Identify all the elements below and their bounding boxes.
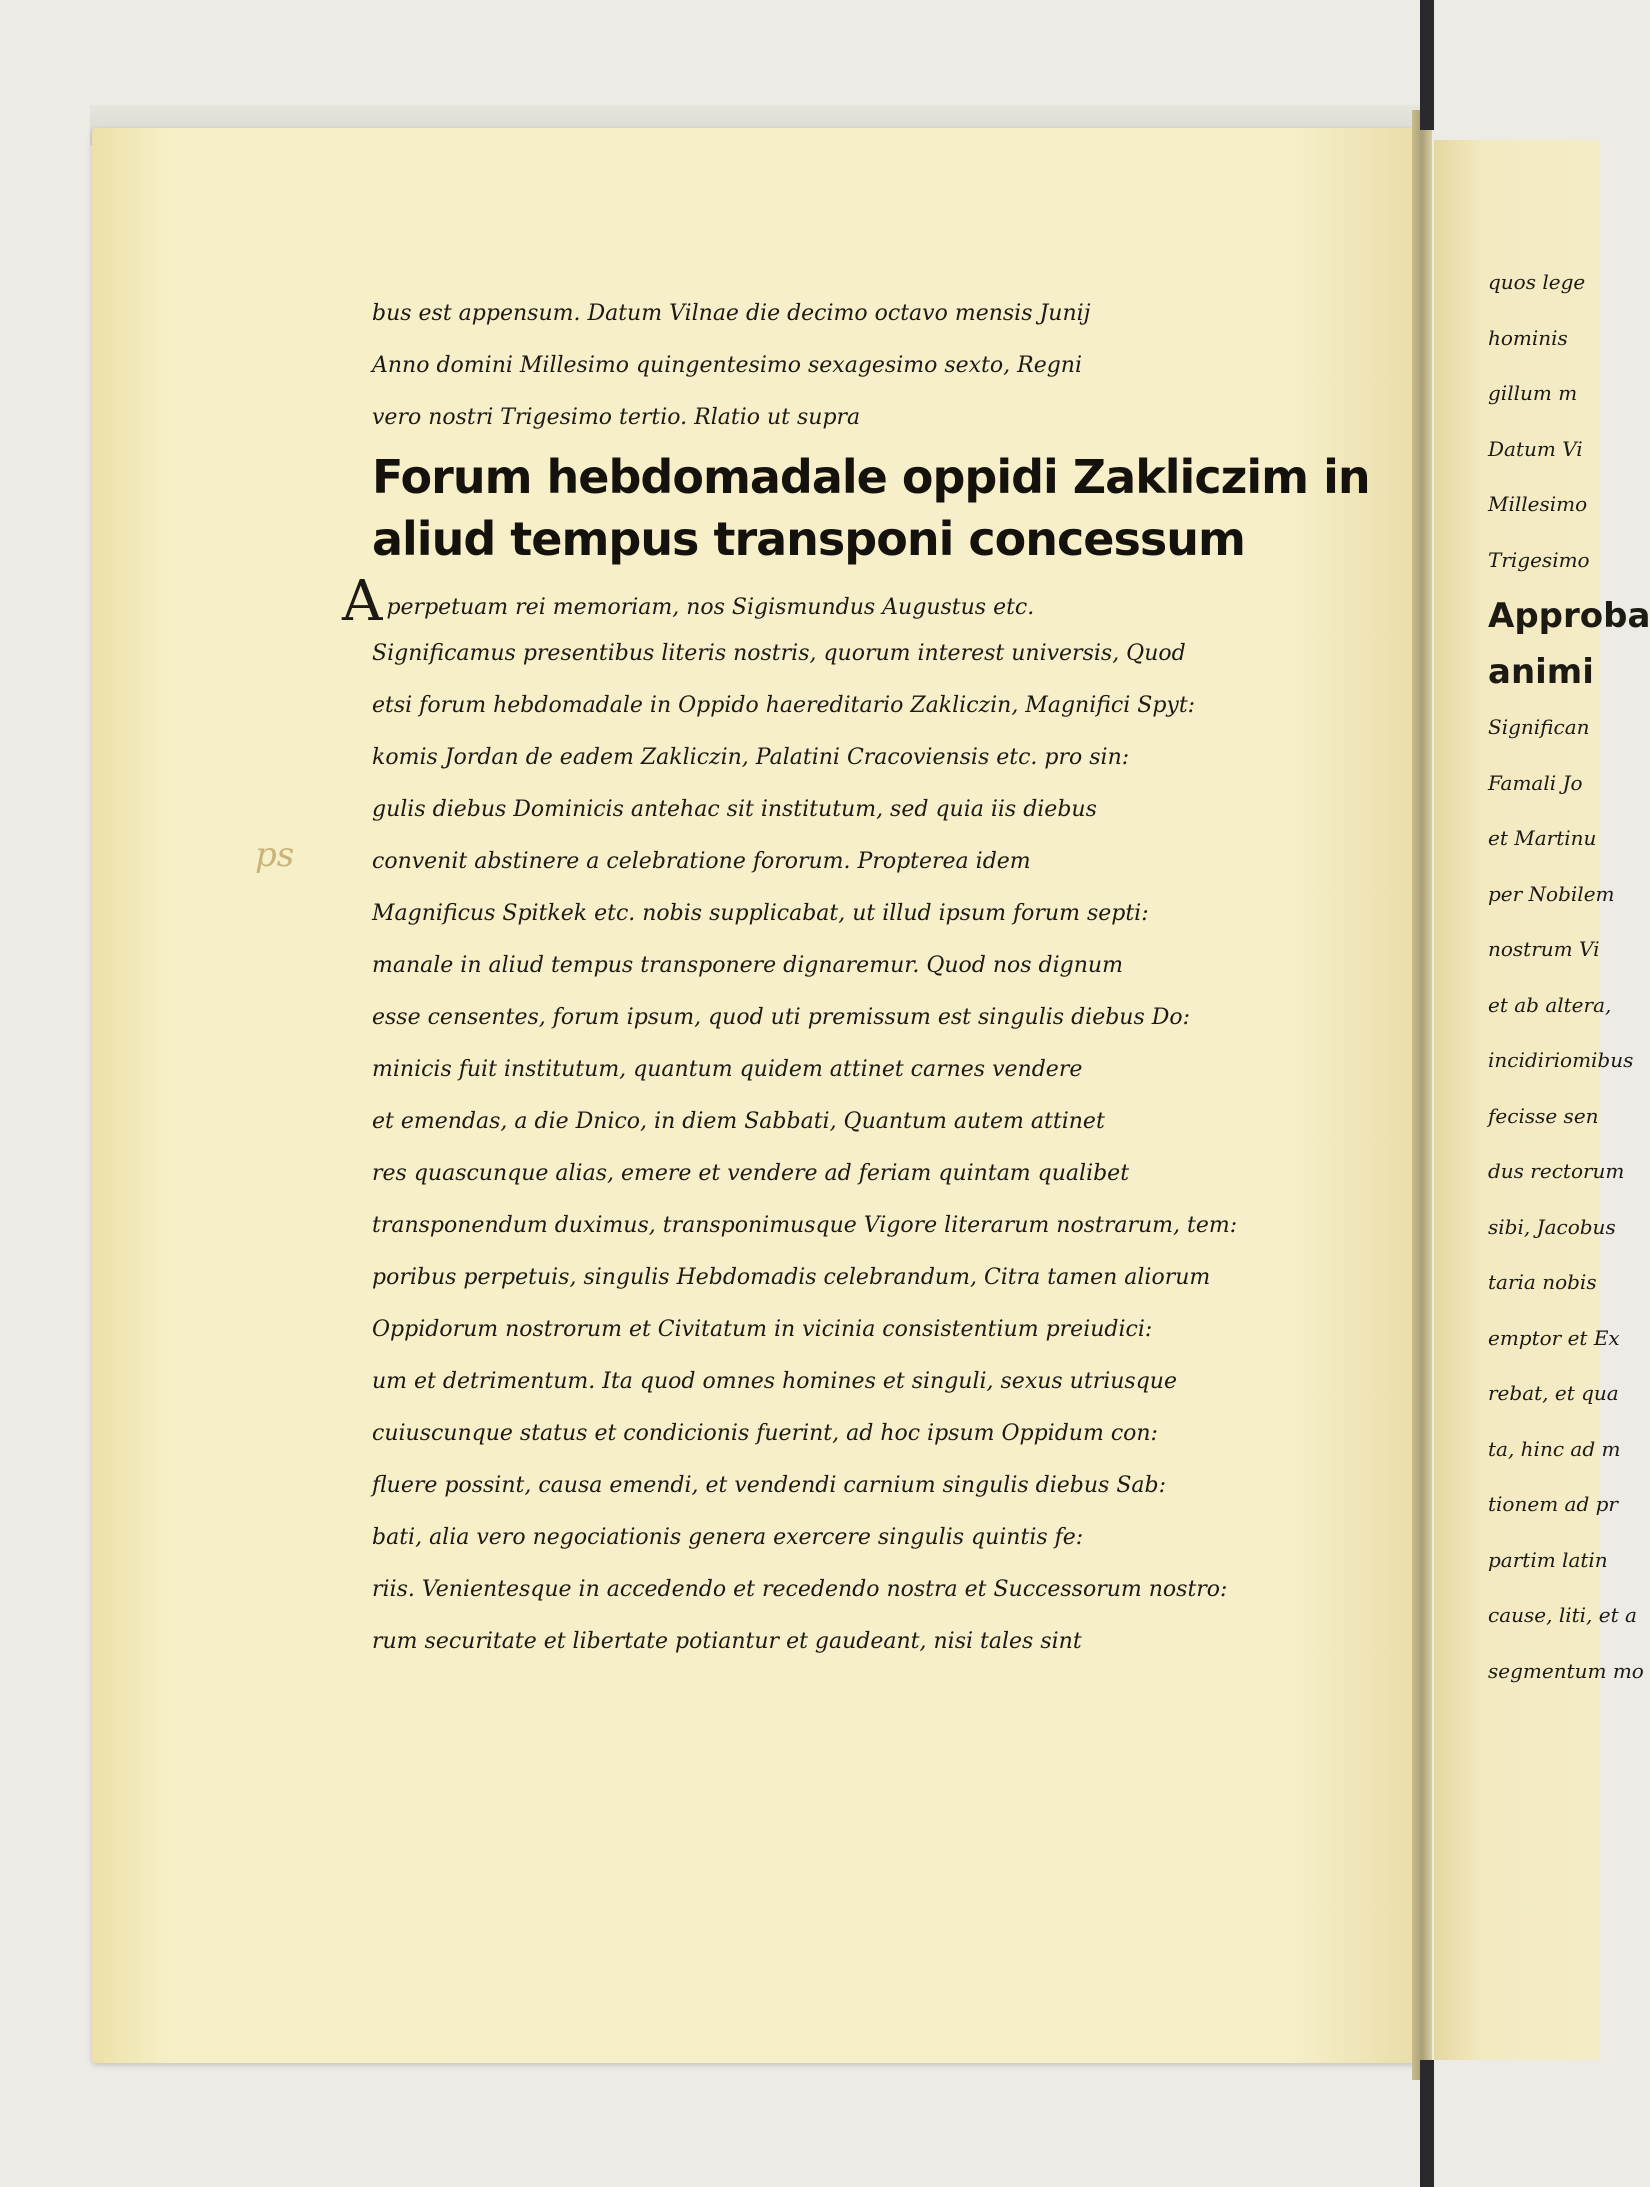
- text-line: Oppidorum nostrorum et Civitatum in vicinia consistentium preiudici:: [372, 1317, 1153, 1342]
- text-line: bus est appensum. Datum Vilnae die decimo octavo mensis Junij: [372, 301, 1091, 326]
- text-line: Magnificus Spitkek etc. nobis supplicabat, ut illud ipsum forum septi:: [372, 901, 1149, 926]
- text-fragment: emptor et Ex: [1488, 1325, 1620, 1350]
- text-line: etsi forum hebdomadale in Oppido haereditario Zakliczin, Magnifici Spyt:: [372, 693, 1196, 718]
- initial-letter: A: [342, 569, 383, 634]
- text-line-content: perpetuam rei memoriam, nos Sigismundus Augustus etc.: [386, 595, 1035, 620]
- text-fragment: Famali Jo: [1488, 770, 1583, 795]
- text-fragment: hominis: [1488, 325, 1568, 350]
- text-fragment: gillum m: [1488, 381, 1578, 405]
- text-line: minicis fuit institutum, quantum quidem attinet carnes vendere: [372, 1057, 1083, 1082]
- text-line: um et detrimentum. Ita quod omnes homines et singuli, sexus utriusque: [372, 1369, 1177, 1394]
- text-fragment: fecisse sen: [1488, 1103, 1599, 1128]
- text-line: bati, alia vero negociationis genera exercere singulis quintis fe:: [372, 1525, 1084, 1550]
- text-fragment: et ab altera,: [1488, 992, 1612, 1017]
- text-line: manale in aliud tempus transponere dignaremur. Quod nos dignum: [372, 953, 1123, 978]
- text-line: convenit abstinere a celebratione fororum. Propterea idem: [372, 849, 1031, 874]
- right-page-text: [1488, 255, 1650, 1699]
- spine-clamp-top: [1420, 0, 1434, 130]
- text-line: cuiuscunque status et condicionis fuerint, ad hoc ipsum Oppidum con:: [372, 1421, 1158, 1446]
- closing-lines: [372, 288, 1312, 444]
- text-line: komis Jordan de eadem Zakliczin, Palatini Cracoviensis etc. pro sin:: [372, 745, 1130, 770]
- text-line-first: [342, 569, 1312, 634]
- text-fragment: incidiriomibus: [1488, 1048, 1634, 1072]
- heading-line: Forum hebdomadale oppidi Zakliczim in: [372, 450, 1370, 504]
- text-fragment: Datum Vi: [1488, 436, 1583, 461]
- text-fragment: partim latin: [1488, 1547, 1608, 1572]
- book-gutter: [1412, 110, 1432, 2080]
- heading-fragment: animi: [1488, 652, 1594, 692]
- text-fragment: Millesimo: [1488, 492, 1588, 516]
- heading-fragment: Approba: [1488, 596, 1650, 636]
- text-fragment: cause, liti, et a: [1488, 1603, 1637, 1627]
- text-fragment: dus rectorum: [1488, 1159, 1625, 1183]
- text-fragment: Trigesimo: [1488, 547, 1590, 572]
- text-line: esse censentes, forum ipsum, quod uti premissum est singulis diebus Do:: [372, 1005, 1191, 1030]
- manuscript-text: [342, 288, 1370, 1668]
- text-line: et emendas, a die Dnico, in diem Sabbati, Quantum autem attinet: [372, 1109, 1105, 1134]
- text-fragment: taria nobis: [1488, 1270, 1597, 1294]
- text-line: riis. Venientesque in accedendo et recedendo nostra et Successorum nostro:: [372, 1577, 1228, 1602]
- text-fragment: segmentum mo: [1488, 1658, 1644, 1683]
- text-line: Significamus presentibus literis nostris, quorum interest universis, Quod: [372, 641, 1186, 666]
- text-fragment: rebat, et qua: [1488, 1381, 1619, 1405]
- spine-clamp-bottom: [1420, 2060, 1434, 2187]
- entry-body: [342, 569, 1312, 1668]
- heading-line: aliud tempus transponi concessum: [372, 512, 1245, 566]
- margin-note: ps: [255, 835, 295, 875]
- text-fragment: tionem ad pr: [1488, 1492, 1618, 1516]
- text-line: transponendum duximus, transponimusque Vigore literarum nostrarum, tem:: [372, 1213, 1238, 1238]
- text-fragment: et Martinu: [1488, 826, 1597, 850]
- text-line: vero nostri Trigesimo tertio. Rlatio ut supra: [372, 405, 861, 430]
- text-fragment: quos lege: [1488, 270, 1586, 294]
- text-line: fluere possint, causa emendi, et vendendi carnium singulis diebus Sab:: [372, 1473, 1167, 1498]
- text-fragment: per Nobilem: [1488, 881, 1615, 906]
- text-line: res quascunque alias, emere et vendere ad feriam quintam qualibet: [372, 1161, 1130, 1186]
- text-line: poribus perpetuis, singulis Hebdomadis celebrandum, Citra tamen aliorum: [372, 1265, 1211, 1290]
- text-line: Anno domini Millesimo quingentesimo sexagesimo sexto, Regni: [372, 353, 1083, 378]
- text-fragment: Significan: [1488, 715, 1590, 739]
- entry-heading: [372, 446, 1370, 570]
- text-fragment: nostrum Vi: [1488, 937, 1600, 961]
- text-fragment: ta, hinc ad m: [1488, 1436, 1621, 1461]
- text-line: gulis diebus Dominicis antehac sit institutum, sed quia iis diebus: [372, 797, 1097, 822]
- text-line: rum securitate et libertate potiantur et gaudeant, nisi tales sint: [372, 1629, 1082, 1654]
- text-fragment: sibi, Jacobus: [1488, 1214, 1616, 1239]
